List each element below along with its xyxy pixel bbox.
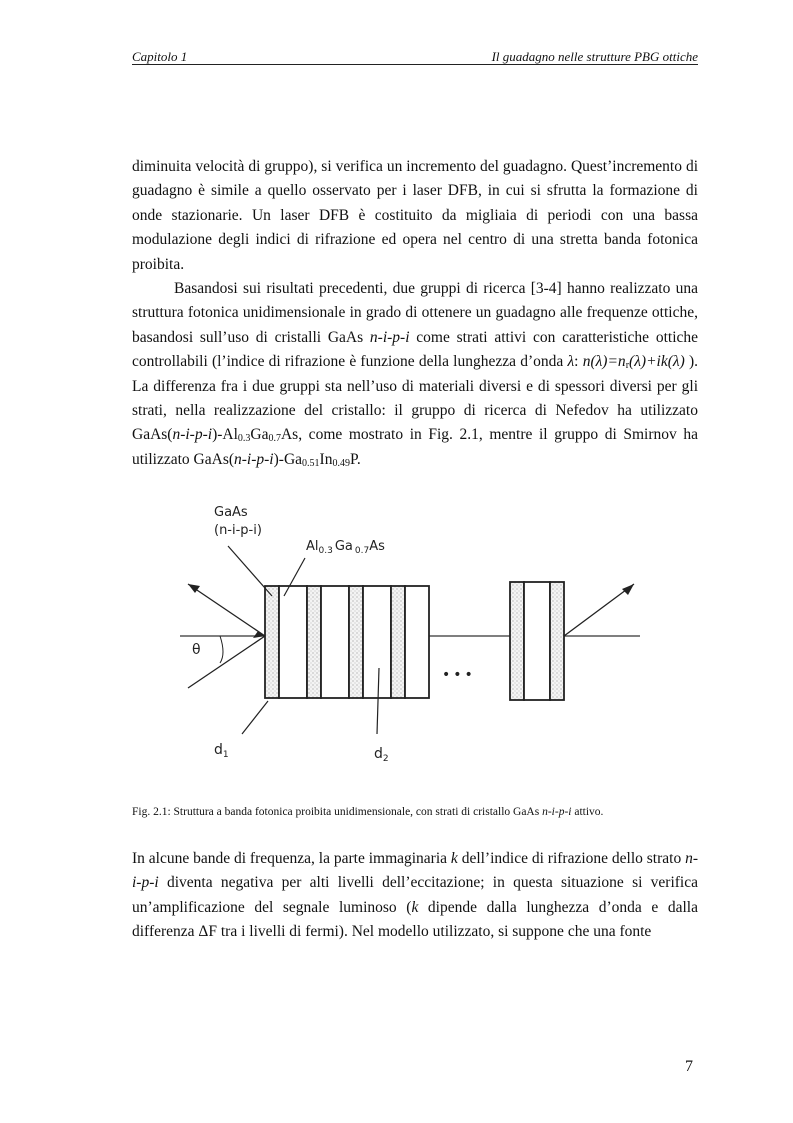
running-header	[132, 46, 698, 65]
gaas-layer	[307, 586, 321, 698]
header-title: Il guadagno nelle strutture PBG ottiche	[491, 49, 698, 64]
crystal-block-1	[265, 586, 429, 698]
gaas-layer	[391, 586, 405, 698]
label-algaas: $Al_{0.3}$ Ga $_{0.7}$As	[306, 539, 385, 556]
gaas-layer	[550, 582, 564, 700]
pointer-d1	[242, 701, 268, 734]
paragraph-3: In alcune bande di frequenza, la parte immaginaria k dell’indice di rifrazione dello strato n-i-p-i diventa negativa per alti livelli dell’eccitazione; in questa situazione si verifica un’amplificazione del segnale luminoso (k dipende dalla lunghezza d’onda e dalla differenza ΔF tra i livelli di fermi). Nel modello utilizzato, si suppone che una fonte	[132, 850, 699, 941]
algaas-layer	[321, 586, 349, 698]
algaas-layer	[279, 586, 307, 698]
crystal-block-2	[510, 582, 564, 700]
label-d2: $d_2$	[374, 746, 389, 764]
paragraph-1: diminuita velocità di gruppo), si verifica un incremento del guadagno. Quest’incremento di guadagno è simile a quello osservato per i laser DFB, in cui si sfrutta la formazione di onde stazionarie. Un laser DFB è costituito da migliaia di periodi con una bassa modulazione degli indici di rifrazione ed opera nel centro di una stretta banda fotonica proibita.	[132, 158, 698, 273]
label-nipi: (n-i-p-i)	[214, 523, 262, 538]
angle-arc	[220, 636, 223, 663]
gaas-layer	[510, 582, 524, 700]
algaas-layer	[405, 586, 429, 698]
algaas-layer	[524, 582, 550, 700]
gaas-layer	[349, 586, 363, 698]
label-ellipsis: •••	[442, 667, 476, 683]
figure-photonic-crystal	[180, 496, 640, 772]
reflected-ray	[188, 584, 265, 636]
gaas-layer	[265, 586, 279, 698]
header-chapter: Capitolo 1	[132, 49, 188, 64]
label-theta: θ	[192, 642, 201, 658]
page-number: 7	[685, 1058, 693, 1075]
label-gaas: GaAs	[214, 505, 248, 520]
transmitted-ray	[564, 584, 634, 636]
algaas-layer	[363, 586, 391, 698]
arrow-head-icon	[622, 584, 634, 595]
label-d1: $d_1$	[214, 742, 229, 760]
paragraph-2: Basandosi sui risultati precedenti, due gruppi di ricerca [3-4] hanno realizzato una struttura fotonica unidimensionale in grado di ottenere un guadagno alle frequenze ottiche, basandosi sull’uso di cristalli GaAs n-i-p-i come strati attivi con caratteristiche ottiche controllabili (l’indice di rifrazione è funzione della lunghezza d’onda λ: $n(\lambda)=n_r(\lambda)+ik(\lambda)$ ). La differenza fra i due gruppi sta nell’uso di materiali diversi e di spessori diversi per gli strati, nella realizzazione del cristallo: il gruppo di ricerca di Nefedov ha utilizzato $GaAs(n-i-p-i)-Al_{0.3}Ga_{0.7}As$, come mostrato in Fig. 2.1, mentre il gruppo di Smirnov ha utilizzato $GaAs(n-i-p-i)-Ga_{0.51}In_{0.49}P$.	[132, 280, 699, 469]
pointer-gaas	[228, 546, 272, 596]
figure-caption: Fig. 2.1: Struttura a banda fotonica proibita unidimensionale, con strati di cristallo GaAs n-i-p-i attivo.	[132, 806, 604, 818]
